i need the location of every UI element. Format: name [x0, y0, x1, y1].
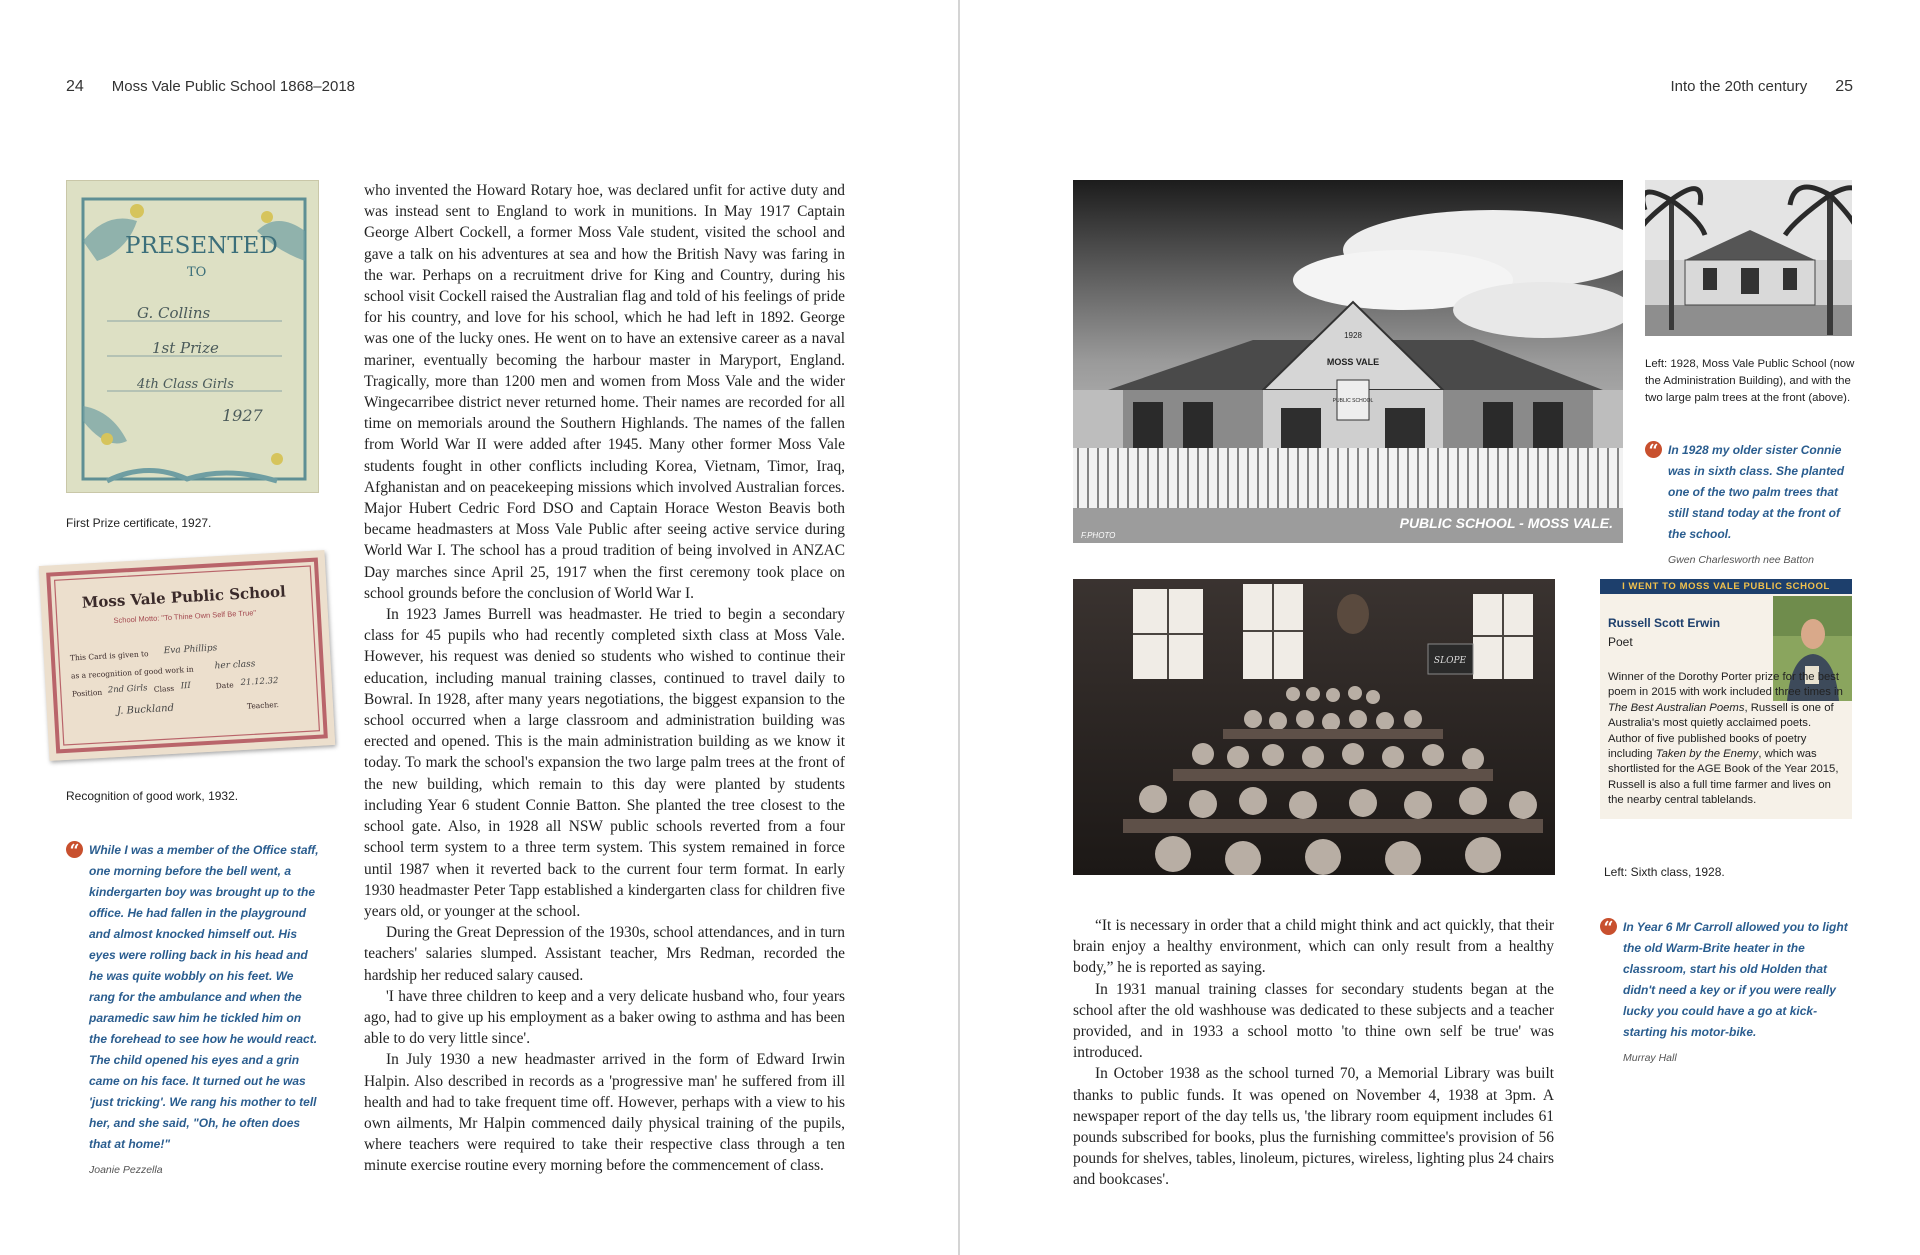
page-gutter [958, 0, 960, 1255]
bio-role: Poet [1608, 635, 1633, 649]
right-running-title: Into the 20th century [1670, 78, 1808, 95]
left-running-header [66, 78, 355, 96]
school-building-photo [1073, 180, 1623, 543]
left-body-paragraph-2: In 1923 James Burrell was headmaster. He tried to begin a secondary class for 45 pupils who had recently completed sixth class at Moss Vale. However, his request was denied so students who wished to continue their education, including manual training classes, continued to travel daily to Bowral. In 1928, after many years negotiations, the biggest expansion to the school occurred when a large classroom and administration building was erected and opened. This is the main administration building as we know it today. To mark the school's expansion the two large palm trees at the front of the new building, which remain to this day were planted by students including Year 6 student Connie Batton. She planted the tree closest to the school gate. Also, in 1928 all NSW public schools reverted from a four school term system to a three term system. This system remained in force until 1987 when it reverted back to the current four term format. In early 1930 headmaster Peter Tapp established a kindergarten class for children five years old, or younger at the school. [364, 606, 845, 920]
certificate-name: G. Collins [137, 304, 211, 322]
card-line-1: This Card is given to [69, 649, 149, 663]
card-teacher-signature: J. Buckland [116, 702, 175, 717]
left-quote-text: While I was a member of the Office staff, one morning before the bell went, a kindergarten boy was brought up to the office. He had fallen in the playground and almost knocked himself out. His eyes were rolling back in his head and he was quite wobbly on his feet. We rang for the ambulance and when the paramedic saw him he tickled him on the forehead to see how he would react. The child opened his eyes and a grin came on his face. It turned out he was 'just tricking'. We rang his mother to tell her, and she said, "Oh, he often does that at home!" [89, 843, 319, 1151]
certificate-artwork [67, 181, 319, 493]
bio-book-2: Taken by the Enemy [1655, 748, 1759, 761]
card-position-value: 2nd Girls [107, 683, 148, 696]
left-running-title: Moss Vale Public School 1868–2018 [111, 78, 356, 95]
card-teacher-label: Teacher. [246, 699, 280, 711]
classroom-photo [1073, 579, 1555, 875]
right-page-number: 25 [1835, 78, 1853, 95]
classroom-caption: Left: Sixth class, 1928. [1604, 865, 1725, 879]
card-date-value: 21.12.32 [240, 675, 279, 689]
good-work-card-artwork [39, 550, 335, 761]
palm-trees-photo [1645, 180, 1852, 336]
quote-mark-icon: “ [66, 841, 83, 858]
building-sign-school: PUBLIC SCHOOL [1332, 398, 1374, 404]
certificate-1-caption: First Prize certificate, 1927. [66, 516, 212, 530]
certificate-2-caption: Recognition of good work, 1932. [66, 789, 239, 803]
left-body-paragraph-5: In July 1930 a new headmaster arrived in the form of Edward Irwin Halpin. Also described in records as a 'progressive man' he suffered from ill health and had to take frequent time off. However, perhaps with a view to his own ailments, Mr Halpin commenced daily physical training of the pupils, where teachers were required to take their respective class through a ten minute exercise routine every morning before the commencement of class. [364, 1051, 845, 1175]
alumni-bio-box [1600, 579, 1852, 819]
card-recipient: Eva Phillips [163, 643, 218, 657]
card-title: Moss Vale Public School [81, 582, 287, 612]
bio-text-part-1: Winner of the Dorothy Porter prize for the best poem in 2015 with work included three times in [1608, 671, 1843, 699]
quote-mark-icon: “ [1645, 441, 1662, 458]
right-quote-2-attribution: Murray Hall [1623, 1052, 1677, 1064]
school-photo-label: PUBLIC SCHOOL - MOSS VALE. [1399, 515, 1613, 531]
right-body-paragraph-2: In 1931 manual training classes for secondary students began at the school after the old washhouse was dedicated to these subjects and a teacher provided, and in 1933 a school motto 'to thine own self be true' was introduced. [1073, 980, 1554, 1062]
left-body-column [364, 180, 845, 1177]
first-prize-certificate-image [66, 180, 319, 493]
certificate-to-text: TO [187, 265, 207, 280]
card-position-label: Position [71, 687, 103, 699]
card-class-value: III [180, 680, 192, 692]
right-pull-quote-1 [1648, 440, 1851, 567]
right-pull-quote-2 [1603, 917, 1851, 1065]
bio-text [1608, 670, 1846, 809]
left-page-number: 24 [66, 78, 84, 95]
certificate-year: 1927 [222, 406, 263, 425]
certificate-class: 4th Class Girls [137, 377, 234, 392]
left-pull-quote [69, 840, 321, 1177]
right-quote-1-text: In 1928 my older sister Connie was in sixth class. She planted one of the two palm trees that still stand today at the front of the school. [1668, 443, 1845, 541]
right-body-paragraph-1: “It is necessary in order that a child might think and act quickly, that their brain enjoy a healthy environment, which can only result from a healthy body,” he is reported as saying. [1073, 917, 1554, 977]
left-body-paragraph-1: who invented the Howard Rotary hoe, was declared unfit for active duty and was instead sent to England to work in munitions. In May 1917 Captain George Albert Cockell, a former Moss Vale student, visited the school and gave a talk on his adventures at sea and how the British Navy was faring in the war. Perhaps on a recruitment drive for King and Country, during his school visit Cockell raised the Australian flag and told of his feelings of pride for his country, and love for his school, which he had left in 1892. George was one of the lucky ones. He went on to have an extensive career as a naval mariner, eventually becoming the harbour master in Maryport, England. Tragically, more than 1200 men and women from Moss Vale and the wider Wingecarribee district never returned home. Their names are recorded for all time on memorials around the Southern Highlands. The names of the fallen from World War II were added after 1945. Many other former Moss Vale students fought in other conflicts including Korea, Vietnam, Timor, Iraq, Afghanistan and on peacekeeping missions which involved Australian forces. Major Hubert Cedric Ford DSO and Captain Horace Weston Beavis both became headmasters at Moss Vale Public after seeing active service during World War I. The school has a proud tradition of being involved in ANZAC Day marches since April 25, 1917 when the first ceremony took place on school grounds before the conclusion of World War I. [364, 182, 845, 602]
bio-text-part-3: , which was shortlisted for the AGE Book of the Year 2015, Russell is also a full time farmer and lives on the nearby central tablelands. [1608, 748, 1839, 807]
classroom-artwork [1073, 579, 1555, 875]
quote-mark-icon: “ [1600, 918, 1617, 935]
left-body-paragraph-3: During the Great Depression of the 1930s, school attendances, and in turn teachers' salaries slumped. Assistant teacher, Mrs Redman, recorded the hardship her reduced salary caused. [364, 924, 845, 984]
card-date-label: Date [215, 680, 234, 691]
right-running-header [1670, 78, 1853, 96]
right-quote-2-text: In Year 6 Mr Carroll allowed you to light the old Warm-Brite heater in the classroom, start his old Holden that didn't need a key or if you were really lucky you could have a go at kick-starting his motor-bike. [1623, 920, 1848, 1039]
bio-book-1: The Best Australian Poems [1608, 701, 1745, 714]
left-body-paragraph-4: 'I have three children to keep and a very delicate husband who, four years ago, had to give up his employment as a baker owing to asthma and has been able to do very little since'. [364, 987, 845, 1048]
certificate-prize: 1st Prize [152, 339, 219, 357]
certificate-presented-text: PRESENTED [125, 233, 278, 259]
school-building-artwork [1073, 180, 1623, 543]
card-motto: School Motto: "To Thine Own Self Be True" [113, 608, 257, 626]
right-body-column [1073, 915, 1554, 1191]
right-quote-1-attribution: Gwen Charlesworth nee Batton [1668, 554, 1814, 566]
bio-text-part-2: , Russell is one of Australia's most quietly acclaimed poets. Author of five published books of poetry including [1608, 701, 1834, 761]
left-quote-attribution: Joanie Pezzella [89, 1164, 163, 1176]
good-work-card-image [39, 550, 335, 761]
classroom-board-text: SLOPE [1433, 656, 1467, 666]
palm-trees-artwork [1645, 180, 1852, 336]
card-work: her class [214, 659, 256, 672]
card-class-label: Class [153, 683, 175, 694]
bio-heading: I WENT TO MOSS VALE PUBLIC SCHOOL [1600, 579, 1852, 594]
right-body-paragraph-3: In October 1938 as the school turned 70, a Memorial Library was built thanks to public funds. It was opened on November 4, 1938 at 3pm. A newspaper report of the day tells us, 'the library room equipment includes 61 pounds subscribed for books, plus the furnishing committee's provision of 56 pounds for shelves, tables, linoleum, pictures, wireless, lighting plus 24 chairs and bookcases'. [1073, 1065, 1554, 1189]
card-line-2: as a recognition of good work in [70, 664, 194, 681]
building-sign-year: 1928 [1344, 331, 1362, 340]
building-sign-name: MOSS VALE [1326, 357, 1380, 367]
bio-name: Russell Scott Erwin [1608, 616, 1721, 630]
photo-credit: F.PHOTO [1081, 531, 1116, 540]
palm-trees-caption: Left: 1928, Moss Vale Public School (now the Administration Building), and with the two large palm trees at the front (above). [1645, 358, 1855, 404]
